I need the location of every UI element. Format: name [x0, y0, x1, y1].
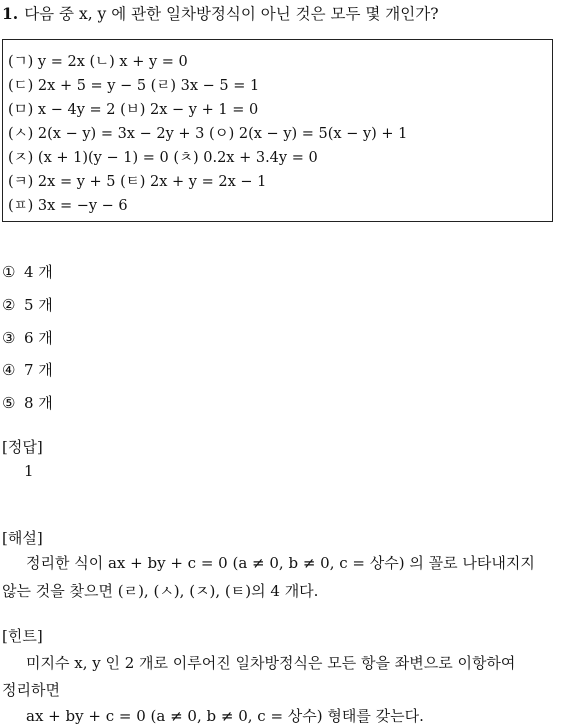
hint-line-1: 미지수 x, y 인 2 개로 이루어진 일차방정식은 모든 항을 좌변으로 이항하여 [26, 654, 516, 672]
equation-line: (ㅍ) 3x = −y − 6 [8, 198, 128, 214]
choice-text: 7 개 [24, 361, 53, 379]
question-number: 1. [2, 4, 19, 23]
choice-mark: ④ [2, 361, 16, 379]
equation-line: (ㅈ) (x + 1)(y − 1) = 0 (ㅊ) 0.2x + 3.4y = 0 [8, 150, 318, 166]
choice-text: 6 개 [24, 329, 53, 347]
question-heading [2, 2, 439, 24]
hint-line-2: 정리하면 [2, 681, 60, 699]
hint-line-3: ax + by + c = 0 (a ≠ 0, b ≠ 0, c = 상수) 형태를 갖는다. [26, 707, 424, 725]
choice-5[interactable] [2, 392, 53, 413]
choice-text: 4 개 [24, 263, 53, 281]
equation-box [2, 39, 553, 222]
choice-3[interactable] [2, 327, 53, 348]
answer-value: 1 [24, 462, 34, 480]
explanation-line-2: 않는 것을 찾으면 (ㄹ), (ㅅ), (ㅈ), (ㅌ)의 4 개다. [2, 582, 319, 600]
equation-line: (ㅋ) 2x = y + 5 (ㅌ) 2x + y = 2x − 1 [8, 174, 267, 190]
equation-line: (ㅅ) 2(x − y) = 3x − 2y + 3 (ㅇ) 2(x − y) = 5(x − y) + 1 [8, 126, 408, 142]
explanation-line-1: 정리한 식이 ax + by + c = 0 (a ≠ 0, b ≠ 0, c = 상수) 의 꼴로 나타내지지 [26, 554, 535, 572]
explanation-label: [해설] [2, 529, 43, 547]
choice-2[interactable] [2, 294, 53, 315]
choice-mark: ① [2, 263, 16, 281]
question-text: 다음 중 x, y 에 관한 일차방정식이 아닌 것은 모두 몇 개인가? [24, 5, 439, 23]
equation-line: (ㄱ) y = 2x (ㄴ) x + y = 0 [8, 54, 188, 70]
choice-mark: ② [2, 296, 16, 314]
equation-line: (ㅁ) x − 4y = 2 (ㅂ) 2x − y + 1 = 0 [8, 102, 259, 118]
choice-mark: ③ [2, 329, 16, 347]
choice-4[interactable] [2, 359, 53, 380]
hint-label: [힌트] [2, 627, 43, 645]
equation-line: (ㄷ) 2x + 5 = y − 5 (ㄹ) 3x − 5 = 1 [8, 78, 260, 94]
answer-label: [정답] [2, 438, 43, 456]
choice-1[interactable] [2, 261, 53, 282]
choice-text: 8 개 [24, 394, 53, 412]
choice-text: 5 개 [24, 296, 53, 314]
choice-mark: ⑤ [2, 394, 16, 412]
